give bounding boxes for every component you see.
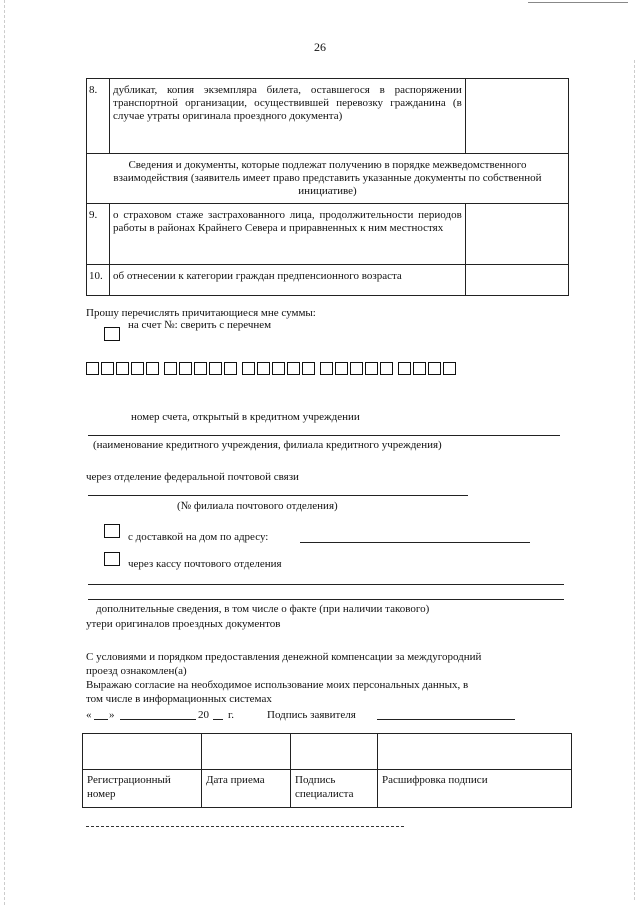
row-blank-cell	[465, 265, 568, 296]
header-date-received: Дата приема	[202, 770, 291, 808]
table-row	[87, 265, 569, 296]
date-day-line[interactable]	[94, 719, 108, 720]
account-digit-box[interactable]	[257, 362, 270, 375]
row-number: 9.	[87, 204, 110, 265]
account-checkbox[interactable]	[104, 327, 120, 341]
account-digit-box[interactable]	[365, 362, 378, 375]
signature-transcript-cell[interactable]	[378, 734, 572, 770]
signature-label: Подпись заявителя	[267, 709, 356, 721]
year-suffix: г.	[228, 709, 235, 721]
row-text: о страховом стаже застрахованного лица, продолжительности периодов работы в районах Крайнего Севера и приравненных к ним местностях	[110, 204, 466, 265]
registration-table	[82, 733, 572, 808]
bank-caption: (наименование кредитного учреждения, филиала кредитного учреждения)	[93, 439, 442, 451]
post-intro: через отделение федеральной почтовой связи	[86, 471, 299, 483]
documents-table	[86, 78, 569, 296]
section-header: Сведения и документы, которые подлежат получению в порядке межведомственного взаимодействия (заявитель имеет право представить указанные документы по собственной инициативе)	[87, 154, 569, 204]
bottom-dashed-rule	[86, 826, 404, 827]
account-digit-box[interactable]	[413, 362, 426, 375]
account-number-boxes[interactable]	[86, 362, 458, 375]
consent-line1: С условиями и порядком предоставления денежной компенсации за междугородний	[86, 651, 482, 663]
post-caption: (№ филиала почтового отделения)	[177, 500, 338, 512]
address-line[interactable]	[300, 542, 530, 543]
account-option-label: на счет №: сверить с перечнем	[128, 319, 272, 331]
date-month-line[interactable]	[120, 719, 196, 720]
row-blank-cell	[465, 204, 568, 265]
account-digit-box[interactable]	[131, 362, 144, 375]
consent-line3: Выражаю согласие на необходимое использование моих персональных данных, в	[86, 679, 469, 691]
header-specialist-signature: Подпись специалиста	[291, 770, 378, 808]
scan-edge-left	[4, 0, 5, 905]
consent-line2: проезд ознакомлен(а)	[86, 665, 187, 677]
account-digit-box[interactable]	[179, 362, 192, 375]
table-row	[83, 770, 572, 808]
account-digit-box[interactable]	[116, 362, 129, 375]
account-digit-box[interactable]	[194, 362, 207, 375]
account-digit-box[interactable]	[209, 362, 222, 375]
account-digit-box[interactable]	[224, 362, 237, 375]
row-text: дубликат, копия экземпляра билета, оставшегося в распоряжении транспортной организации, осуществившей перевозку гражданина (в случае утраты оригинала проездного документа)	[110, 79, 466, 154]
additional-info-line1: дополнительные сведения, в том числе о факте (при наличии такового)	[96, 603, 430, 615]
account-digit-box[interactable]	[380, 362, 393, 375]
additional-line-1[interactable]	[88, 584, 564, 585]
account-digit-box[interactable]	[272, 362, 285, 375]
date-received-cell[interactable]	[202, 734, 291, 770]
specialist-signature-cell[interactable]	[291, 734, 378, 770]
post-branch-line[interactable]	[88, 495, 468, 496]
account-digit-box[interactable]	[398, 362, 411, 375]
bank-name-line[interactable]	[88, 435, 560, 436]
additional-line-2[interactable]	[88, 599, 564, 600]
account-digit-box[interactable]	[86, 362, 99, 375]
home-delivery-label: с доставкой на дом по адресу:	[128, 531, 269, 543]
post-cash-label: через кассу почтового отделения	[128, 558, 282, 570]
account-digit-box[interactable]	[335, 362, 348, 375]
account-digit-box[interactable]	[320, 362, 333, 375]
row-number: 10.	[87, 265, 110, 296]
payment-intro: Прошу перечислять причитающиеся мне суммы:	[86, 307, 316, 319]
top-rule	[528, 2, 628, 3]
account-digit-box[interactable]	[428, 362, 441, 375]
table-row	[83, 734, 572, 770]
account-digit-box[interactable]	[164, 362, 177, 375]
signature-line[interactable]	[377, 719, 515, 720]
row-number: 8.	[87, 79, 110, 154]
home-delivery-checkbox[interactable]	[104, 524, 120, 538]
registration-number-cell[interactable]	[83, 734, 202, 770]
date-open-quote: «	[86, 709, 92, 721]
section-header-row	[87, 154, 569, 204]
row-text: об отнесении к категории граждан предпенсионного возраста	[110, 265, 466, 296]
table-row	[87, 204, 569, 265]
page-number: 26	[314, 40, 326, 54]
header-registration-number: Регистрационный номер	[83, 770, 202, 808]
account-digit-box[interactable]	[101, 362, 114, 375]
account-digit-box[interactable]	[443, 362, 456, 375]
consent-line4: том числе в информационных системах	[86, 693, 272, 705]
year-prefix: 20	[198, 709, 209, 721]
account-digit-box[interactable]	[146, 362, 159, 375]
account-note: номер счета, открытый в кредитном учреждении	[131, 411, 360, 423]
table-row	[87, 79, 569, 154]
scan-edge-right	[634, 60, 635, 900]
account-digit-box[interactable]	[302, 362, 315, 375]
date-close-quote: »	[109, 709, 115, 721]
account-digit-box[interactable]	[242, 362, 255, 375]
year-suffix-line[interactable]	[213, 719, 223, 720]
header-signature-transcript: Расшифровка подписи	[378, 770, 572, 808]
account-digit-box[interactable]	[287, 362, 300, 375]
post-cash-checkbox[interactable]	[104, 552, 120, 566]
row-blank-cell	[465, 79, 568, 154]
additional-info-line2: утери оригиналов проездных документов	[86, 618, 281, 630]
account-digit-box[interactable]	[350, 362, 363, 375]
